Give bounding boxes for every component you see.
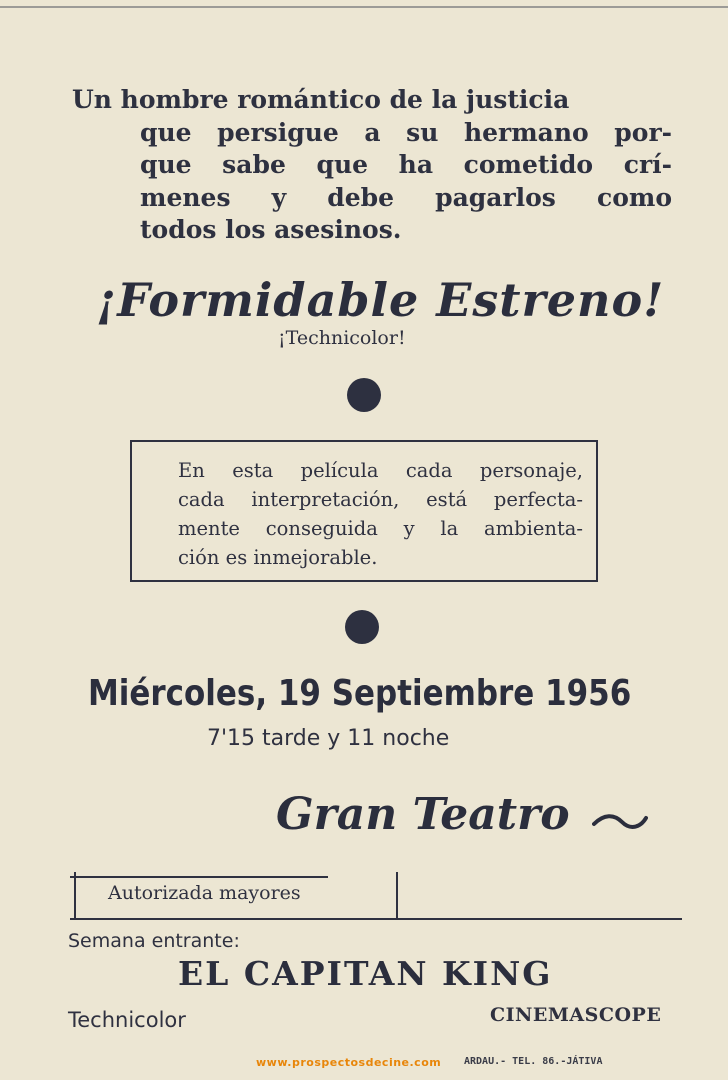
synopsis-line: que persigue a su hermano por- [140, 117, 672, 147]
synopsis-line: Un hombre romántico de la justicia [72, 85, 570, 114]
review-line: cada interpretación, está perfecta- [178, 488, 583, 511]
bullet-dot-icon [345, 610, 379, 644]
bullet-dot-icon [347, 378, 381, 412]
headline: ¡Formidable Estreno! [96, 273, 665, 327]
synopsis-paragraph [72, 84, 672, 247]
printer-credit: ARDAU.- TEL. 86.-JÁTIVA [464, 1056, 603, 1067]
next-week-label: Semana entrante: [68, 930, 240, 952]
top-edge-line [0, 6, 728, 8]
next-week-title: EL CAPITAN KING [178, 954, 553, 993]
review-box [130, 440, 598, 582]
show-date: Miércoles, 19 Septiembre 1956 [88, 673, 632, 714]
subheadline: ¡Technicolor! [278, 327, 406, 349]
review-line: En esta película cada personaje, [178, 459, 583, 482]
review-line: mente conseguida y la ambienta- [178, 517, 583, 540]
next-week-format-left: Technicolor [68, 1008, 186, 1032]
rating-label: Autorizada mayores [108, 882, 301, 904]
synopsis-line: todos los asesinos. [140, 215, 402, 244]
review-text [178, 456, 583, 572]
divider-line [70, 918, 682, 920]
synopsis-line: menes y debe pagarlos como [140, 182, 672, 212]
show-times: 7'15 tarde y 11 noche [207, 726, 450, 751]
review-line: ción es inmejorable. [178, 546, 378, 569]
watermark-text: www.prospectosdecine.com [256, 1056, 442, 1069]
venue-name: Gran Teatro [276, 789, 570, 840]
rating-box [74, 872, 398, 918]
synopsis-line: que sabe que ha cometido crí- [140, 150, 672, 179]
swash-flourish-icon [592, 810, 648, 832]
next-week-format-right: CINEMASCOPE [490, 1004, 662, 1026]
